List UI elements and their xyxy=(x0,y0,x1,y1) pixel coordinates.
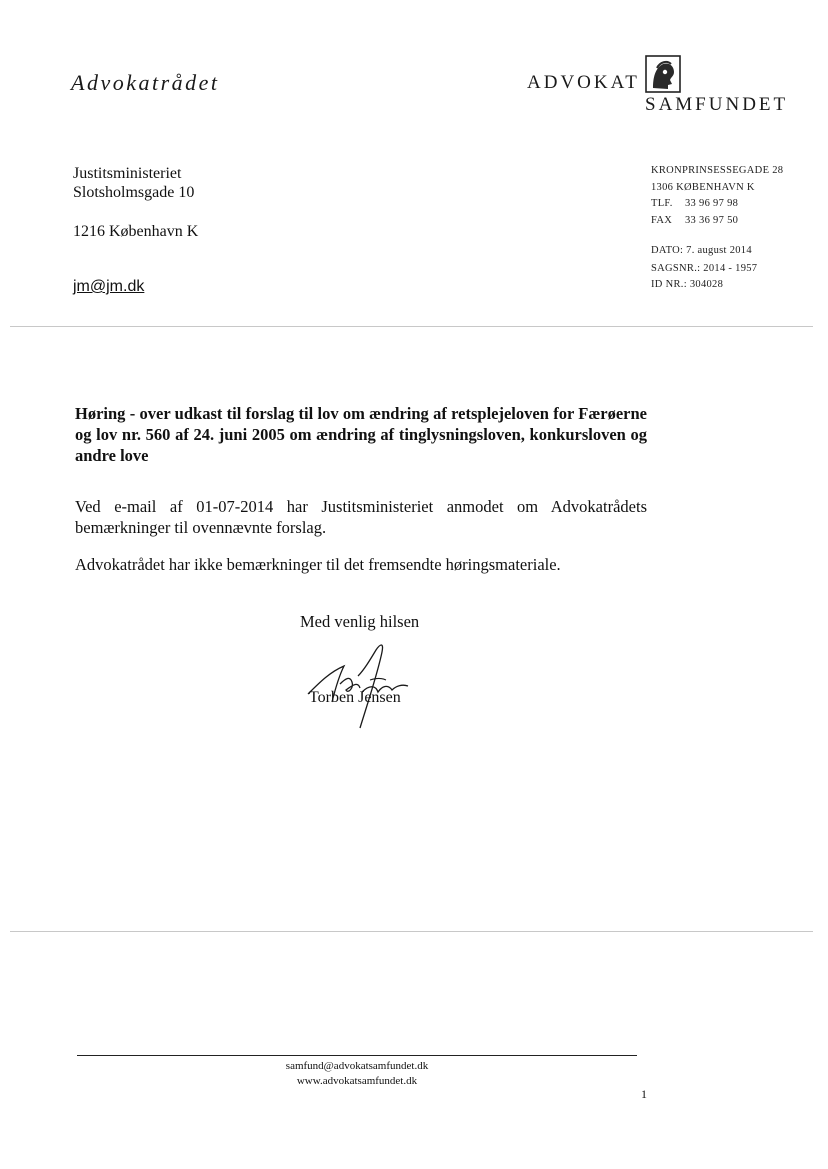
letter-date: DATO: 7. august 2014 xyxy=(651,245,752,256)
recipient-street: Slotsholmsgade 10 xyxy=(73,184,195,201)
closing-greeting: Med venlig hilsen xyxy=(300,612,420,631)
helmeted-head-logo-icon xyxy=(643,54,683,94)
letter-paragraph-2: Advokatrådet har ikke bemærkninger til det fremsendte høringsmateriale. xyxy=(75,555,561,574)
id-number: ID NR.: 304028 xyxy=(651,279,724,290)
fax-value: 33 36 97 50 xyxy=(685,215,739,226)
sender-title: Advokatrådet xyxy=(71,70,220,95)
sender-city: 1306 KØBENHAVN K xyxy=(651,182,755,193)
recipient-email-link[interactable]: jm@jm.dk xyxy=(73,278,145,295)
signer-name: Torben Jensen xyxy=(309,689,401,706)
logo-text-samfundet: SAMFUNDET xyxy=(645,94,789,115)
footer-divider xyxy=(10,931,813,932)
phone-label: TLF. xyxy=(651,198,673,209)
header-divider xyxy=(10,326,813,327)
sender-street: KRONPRINSESSEGADE 28 xyxy=(651,165,784,176)
case-number: SAGSNR.: 2014 - 1957 xyxy=(651,263,758,274)
footer-rule xyxy=(77,1055,637,1056)
fax-label: FAX xyxy=(651,215,673,226)
letter-subject: Høring - over udkast til forslag til lov om ændring af retsplejeloven for Færøerne og lov nr. 560 af 24. juni 2005 om ændring af tinglysningsloven, konkursloven og andre love xyxy=(75,404,647,465)
recipient-name: Justitsministeriet xyxy=(73,165,182,182)
recipient-city: 1216 København K xyxy=(73,223,199,240)
phone-value: 33 96 97 98 xyxy=(685,198,739,209)
page-number: 1 xyxy=(641,1087,647,1101)
footer-email-link[interactable]: samfund@advokatsamfundet.dk xyxy=(285,1060,429,1072)
letter-paragraph-1: Ved e-mail af 01-07-2014 har Justitsministeriet anmodet om Advokatrådets bemærkninger til ovennævnte forslag. xyxy=(75,497,647,537)
footer-website-link[interactable]: www.advokatsamfundet.dk xyxy=(296,1075,418,1087)
handwritten-signature xyxy=(300,632,430,732)
logo-text-advokat: ADVOKAT xyxy=(527,72,640,93)
sender-fax xyxy=(651,214,738,227)
sender-phone xyxy=(651,197,738,210)
